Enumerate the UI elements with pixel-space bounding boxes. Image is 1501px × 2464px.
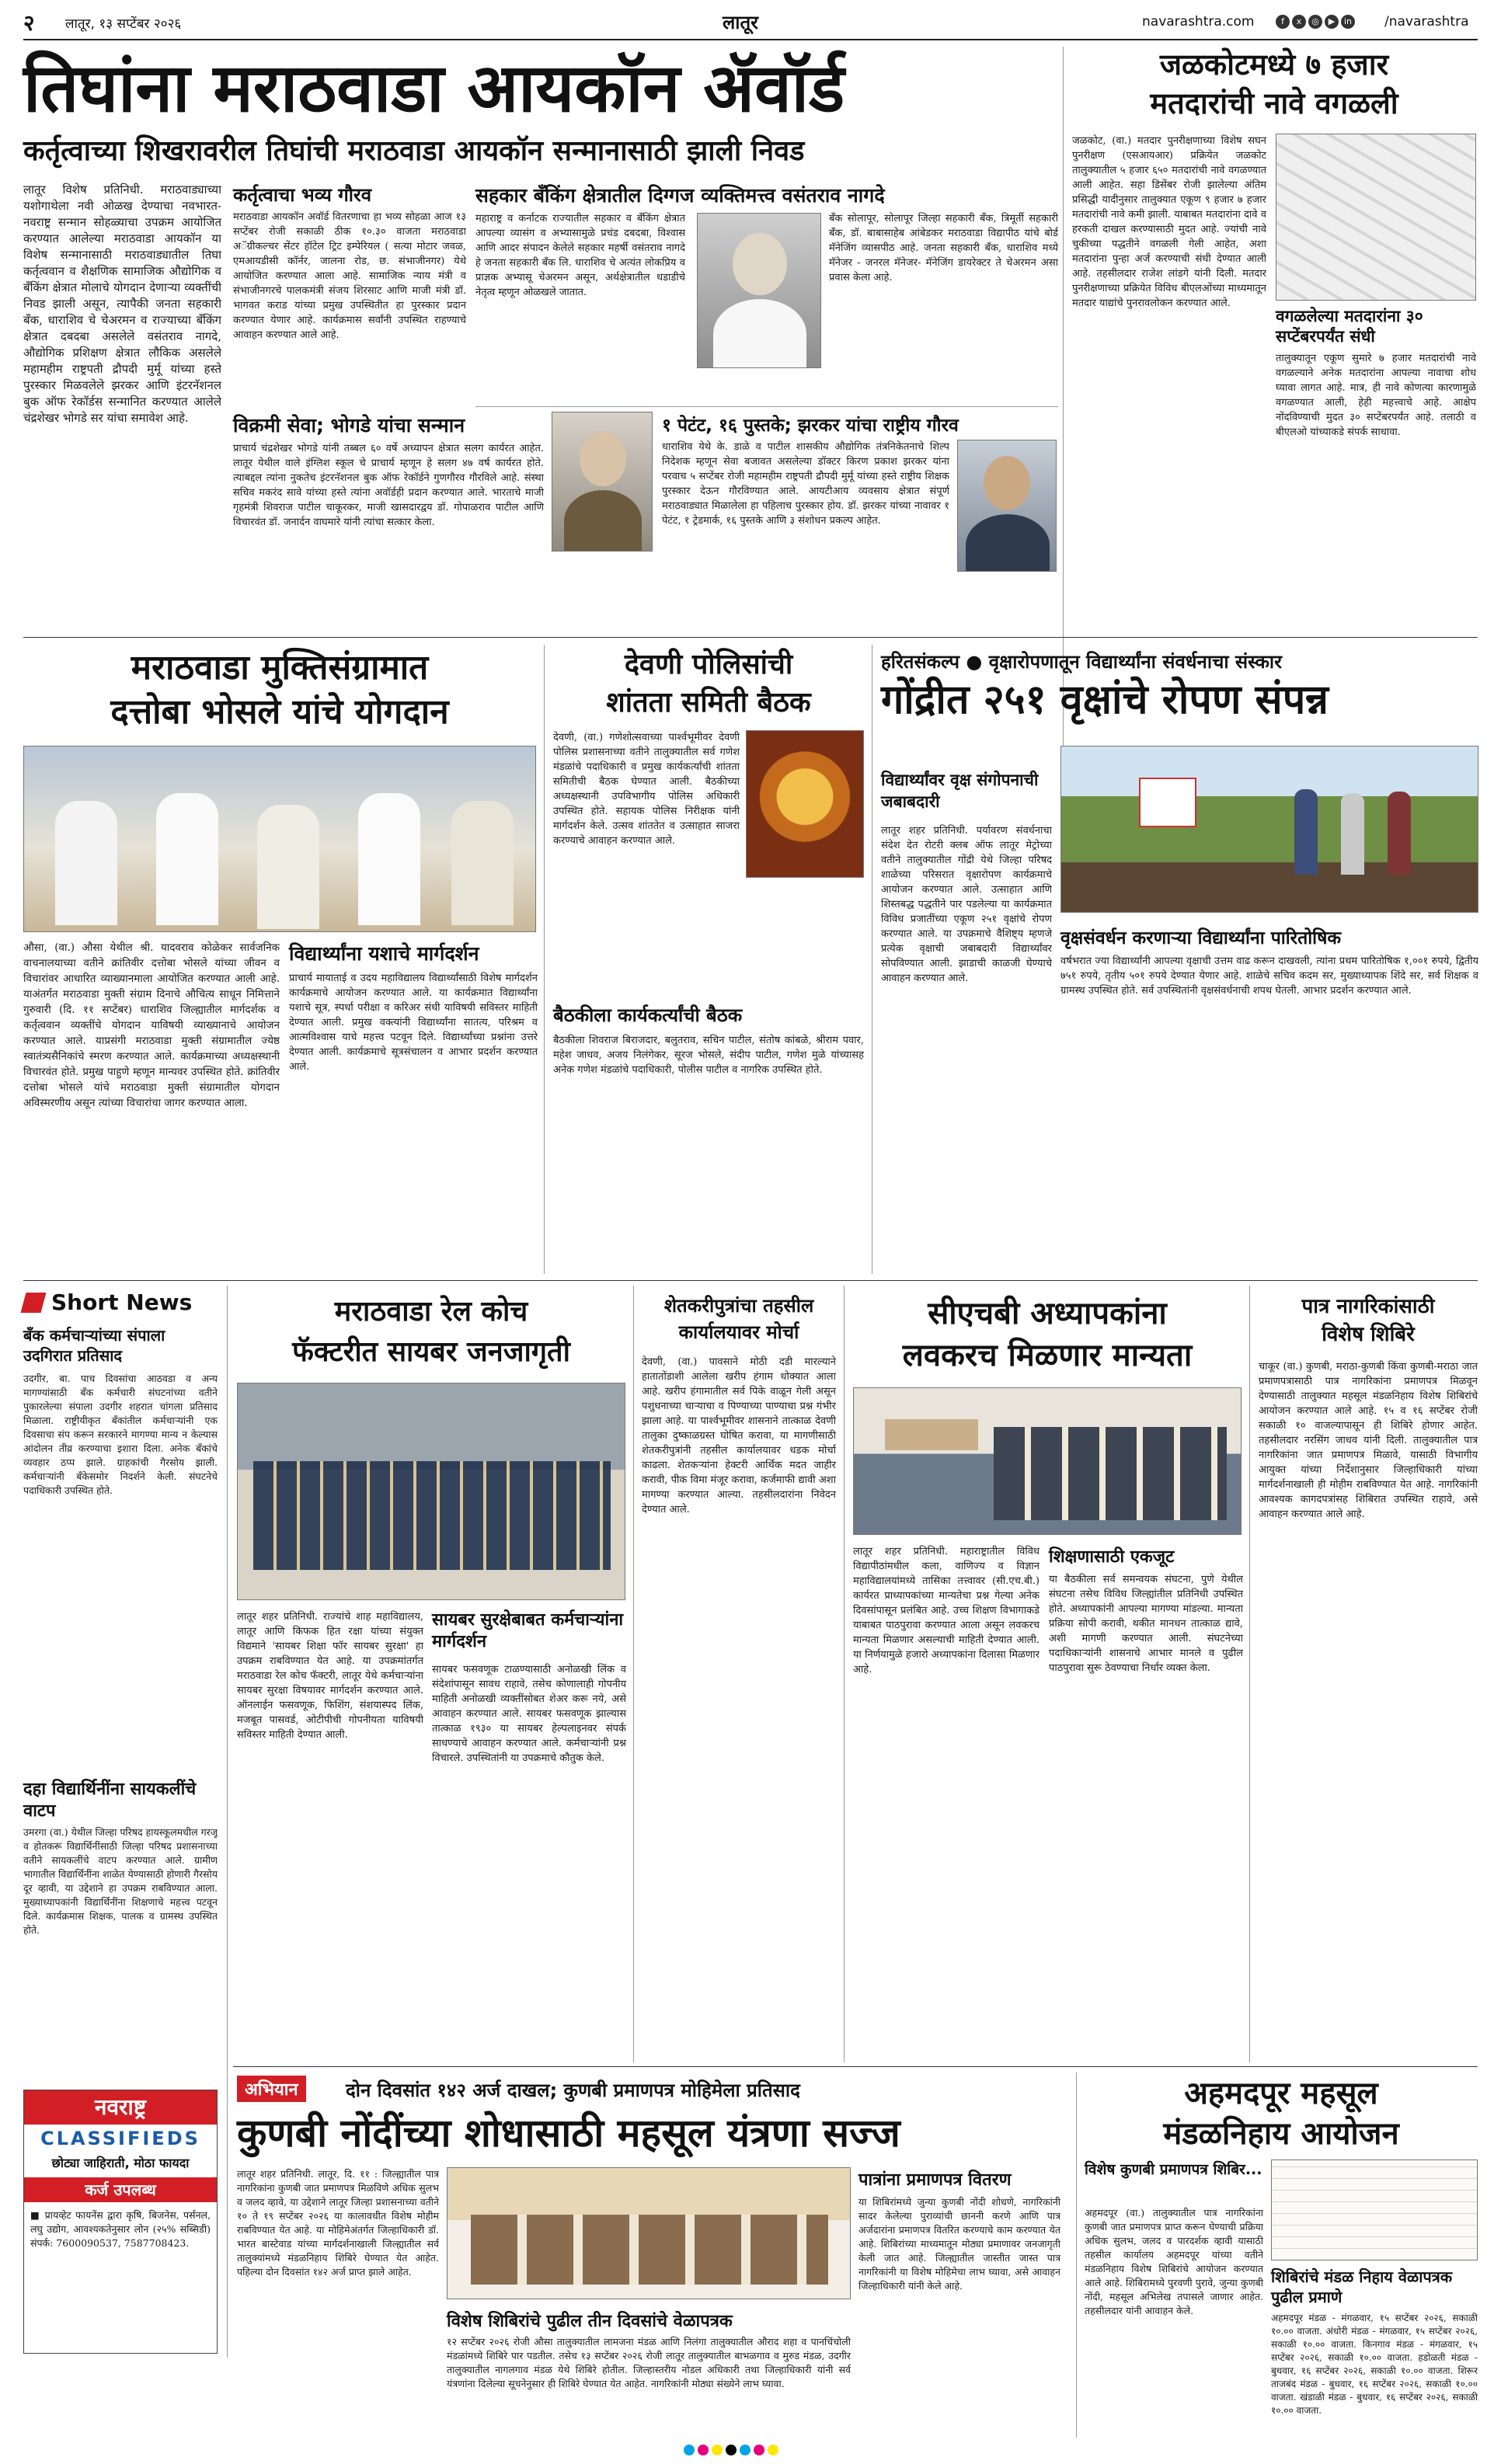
lead-body: लातूर विशेष प्रतिनिधी. मराठवाड्याच्या यशोगाथेला नवी ओळख देण्याचा नवभारत-नवराष्ट्र सन्मान सोहळ्याचा उपक्रम आयोजित करण्यात आलेल्या मराठवाडा आयकॉन या विशेष सन्मानासाठी मराठवाड्यातील तिघा कर्तृत्ववान व शैक्षणिक सामाजिक औद्योगिक व बँकिंग क्षेत्रात मोलाचे योगदान देणाऱ्या व्यक्तींची निवड झाली असून, त्यापैकी जनता सहकारी बँक, धाराशिव चे चेअरमन व राज्याच्या बँकिंग क्षेत्रात दबदबा असलेले वसंतराव नागदे, औद्योगिक प्रशिक्षण क्षेत्रात लौकिक असलेले महामहीम राष्ट्रपती द्रौपदी मुर्मू यांच्या हस्ते पुरस्कार मिळवलेले झरकर आणि इंटरनॅशनल बुक ऑफ रेकॉर्डस सन्मानित करण्यात आलेले चंद्रशेखर भोगडे सर यांचा समावेश आहे. bbox=[23, 183, 221, 425]
farmer-headline-1: शेतकरीपुत्रांचा तहसील bbox=[663, 1295, 814, 1317]
bhogde-photo bbox=[552, 412, 653, 552]
youtube-icon[interactable]: ▶ bbox=[1325, 15, 1339, 29]
abhiyan-side-heading: पात्रांना प्रमाणपत्र वितरण bbox=[858, 2170, 1012, 2190]
linkedin-icon[interactable]: in bbox=[1341, 15, 1355, 29]
tree-box-heading: वृक्षसंवर्धन करणाऱ्या विद्यार्थ्यांना पारितोषिक bbox=[1060, 928, 1342, 948]
farmer-body: देवणी, (वा.) पावसाने मोठी दडी मारल्याने हातातोंडाशी आलेला खरीप हंगाम धोक्यात आला आहे. खरीप हंगामातील सर्व पिके वाळून गेली असून पशुधनाच्या चाऱ्याचा व पिण्याच्या पाण्याचा प्रश्न गंभीर झाला आहे. या पार्श्वभूमीवर शासनाने तात्काळ देवणी तालुका दुष्काळग्रस्त घोषित करावा, या मागणीसाठी शेतकरीपुत्रांनी तहसील कार्यालयावर धडक मोर्चा काढला. शेतकऱ्यांना हेक्टरी आर्थिक मदत जाहीर करावी, पीक विमा मंजूर करावा, कर्जमाफी द्यावी अशा मागण्या करण्यात आल्या. तहसीलदारांना निवेदन देण्यात आले. bbox=[642, 1356, 836, 1516]
zarkar-body: धाराशिव येथे के. डाळे व पाटील शासकीय औद्योगिक तंत्रनिकेतनाचे शिल्प निदेशक म्हणून सेवा बजावत असलेल्या डॉक्टर किरण प्रकाश झरकर यांना परवाच ५ सप्टेंबर रोजी महामहीम राष्ट्रपती द्रौपदी मुर्मू यांच्या हस्ते राष्ट्रीय शिक्षक पुरस्कार देऊन गौरविण्यात आले. आयटीआय व्यवसाय क्षेत्रात संपूर्ण मराठवाड्यात मिळालेला हा पहिलाच पुरस्कार होय. डॉ. झरकर यांच्या नावावर १ पेटंट, १ ट्रेडमार्क, १६ पुस्तके आणि ३ संशोधन प्रकल्प आहेत. bbox=[662, 441, 949, 527]
instagram-icon[interactable]: ◎ bbox=[1308, 15, 1322, 29]
site-url[interactable]: navarashtra.com bbox=[1142, 14, 1255, 30]
column-divider bbox=[227, 1286, 228, 2358]
cmb-box-heading: शिक्षणासाठी एकजूट bbox=[1049, 1547, 1175, 1567]
section-rule-1 bbox=[23, 637, 1478, 638]
certificate-photo bbox=[1271, 2159, 1478, 2260]
short-news-icon bbox=[21, 1293, 47, 1313]
classifieds-title: CLASSIFIEDS bbox=[40, 2128, 200, 2149]
rail-body: लातूर शहर प्रतिनिधी. राज्यांचे शाह महाविद्यालय, लातूर आणि किफक हित रक्षा यांच्या संयुक्त विद्यमाने 'सायबर शिक्षा फॉर सायबर सुरक्षा' हा उपक्रम राबविण्यात येत आहे. या उपक्रमांतर्गत मराठवाडा रेल कोच फॅक्टरी, लातूर येथे कर्मचाऱ्यांना सायबर सुरक्षा विषयावर मार्गदर्शन करण्यात आले. ऑनलाईन फसवणूक, फिशिंग, संशयास्पद लिंक, मजबूत पासवर्ड, ओटीपीची गोपनीयता याविषयी सविस्तर माहिती देण्यात आली. bbox=[237, 1611, 423, 1741]
registration-dots bbox=[684, 2444, 816, 2456]
mukti-body: औसा, (वा.) औसा येथील श्री. यादवराव कोळेकर सार्वजनिक वाचनालयाच्या वतीने क्रांतिवीर दत्तोबा भोसले यांच्या जीवन व विचारांवर आधारित व्याख्यानमाला आयोजित करण्यात आली आहे. याअंतर्गत मराठवाडा मुक्ती संग्राम दिनाचे औचित्य साधून निमित्ताने गुरुवारी (दि. ११ सप्टेंबर) धाराशिव जिल्ह्यातील मार्गदर्शक व कर्तृत्ववान व्यक्तींचे योगदान याविषयी व्याख्यानाचे आयोजन करण्यात आले. याप्रसंगी मराठवाडा मुक्ती संग्रामातील ज्येष्ठ स्वातंत्र्यसैनिकांचे स्मरण करण्यात आले. कार्यक्रमाच्या अध्यक्षस्थानी विचारवंत होते. प्रमुख पाहुणे म्हणून मान्यवर उपस्थित होते. क्रांतिवीर दत्तोबा भोसले यांचे मराठवाडा मुक्ती संग्रामातील योगदान अविस्मरणीय असून त्यांच्या विचारांचा जागर करण्यात आला. bbox=[23, 941, 280, 1109]
cmb-box-body: या बैठकीला सर्व समन्वयक संघटना, पुणे येथील संघटना तसेच विविध जिल्ह्यांतील प्रतिनिधी उपस्थित होते. अध्यापकांनी आपल्या मागण्या मांडल्या. मान्यता प्रक्रिया सोपी करावी, थकीत मानधन तात्काळ द्यावे, अशी मागणी करण्यात आली. संघटनेच्या पदाधिकाऱ्यांनी शासनाचे आभार मानले व पुढील पाठपुरावा सुरू ठेवण्याचा निर्धार व्यक्त केला. bbox=[1049, 1574, 1243, 1674]
patra-headline-2: विशेष शिबिरे bbox=[1322, 1323, 1415, 1346]
abhiyan-box-heading: विशेष शिबिरांचे पुढील तीन दिवसांचे वेळापत्रक bbox=[447, 2312, 733, 2331]
short-news-title: Short News bbox=[51, 1289, 193, 1315]
lead-subhead: कर्तृत्वाच्या शिखरावरील तिघांची मराठवाडा आयकॉन सन्मानासाठी झाली निवड bbox=[23, 135, 805, 167]
ganesh-photo bbox=[746, 730, 864, 878]
rail-headline-2: फॅक्टरीत सायबर जनजागृती bbox=[292, 1336, 570, 1368]
mukti-headline-2: दत्तोबा भोसले यांचे योगदान bbox=[110, 692, 449, 732]
short-news-item1-body: उदगीर, बा. पाच दिवसांचा आठवडा व अन्य मागण्यांसाठी बँक कर्मचारी संघटनांच्या वतीने पुकारलेल्या संपाला उदगीर शहरात चांगला प्रतिसाद मिळाला. राष्ट्रीयीकृत बँकांतील कर्मचाऱ्यांनी एक दिवसाचा संप करून सरकारने मागण्या मान्य न केल्यास आंदोलन तीव्र करण्याचा इशारा दिला. अनेक बँकांचे व्यवहार ठप्प झाले. ग्राहकांची गैरसोय झाली. कर्मचाऱ्यांनी बँकेसमोर निदर्शने केली. संघटनेचे पदाधिकारी उपस्थित होते. bbox=[23, 1373, 218, 1496]
facebook-icon[interactable]: f bbox=[1276, 15, 1290, 29]
patra-headline-1: पात्र नागरिकांसाठी bbox=[1301, 1295, 1435, 1318]
abhiyan-tag: अभियान bbox=[237, 2076, 306, 2102]
mukti-headline-1: मराठवाडा मुक्तिसंग्रामात bbox=[131, 648, 429, 687]
ahmedpur-headline-1: अहमदपूर महसूल bbox=[1184, 2076, 1378, 2111]
x-icon[interactable]: x bbox=[1292, 15, 1306, 29]
abhiyan-headline: कुणबी नोंदींच्या शोधासाठी महसूल यंत्रणा सज्ज bbox=[237, 2111, 900, 2156]
cmb-headline-1: सीएचबी अध्यापकांना bbox=[928, 1296, 1167, 1331]
abhiyan-box-body: १२ सप्टेंबर २०२६ रोजी औसा तालुक्यातील लामजना मंडळ आणि निलंगा तालुक्यातील औराद शहा व पानचिंचोली मंडळांमध्ये शिबिरे पार पडतील. तसेच १३ सप्टेंबर २०२६ रोजी लातूर तालुक्यातील बाभळगाव व मुरुड मंडळ, उदगीर तालुक्यातील नागलगाव मंडळ येथे शिबिरे होतील. जिल्हास्तरीय नोडल अधिकारी तथा जिल्हाधिकारी यांनी सर्व यंत्रणांना दिलेल्या सूचनेनुसार ही शिबिरे घेण्यात येत आहेत. नागरिकांनी मोठ्या संख्येने लाभ घ्यावा. bbox=[447, 2336, 851, 2389]
column-divider bbox=[1076, 2072, 1077, 2438]
farmer-headline-2: कार्यालयावर मोर्चा bbox=[678, 1321, 799, 1343]
tree-kicker: हरितसंकल्प ● वृक्षारोपणातून विद्यार्थ्यांना संवर्धनाचा संस्कार bbox=[881, 651, 1282, 673]
mukti-box-heading: विद्यार्थ्यांना यशाचे मार्गदर्शन bbox=[289, 942, 479, 965]
ahmedpur-body: अहमदपूर (वा.) तालुक्यातील पात्र नागरिकांना कुणबी जात प्रमाणपत्र प्राप्त करून घेण्याची प्रक्रिया अधिक सुलभ, जलद व पारदर्शक व्हावी यासाठी तहसील कार्यालय अहमदपूर यांच्या वतीने मंडळनिहाय विशेष शिबिरांचे आयोजन करण्यात आले आहे. शिबिरामध्ये पुरवणी पुरावे, जुन्या कुणबी नोंदी, महसूल अभिलेख तपासले जाणार आहेत. तहसीलदार यांनी आवाहन केले. bbox=[1085, 2207, 1263, 2316]
voters-photo bbox=[1276, 134, 1476, 301]
bhogde-body: प्राचार्य चंद्रशेखर भोगडे यांनी तब्बल ६० वर्षे अध्यापन क्षेत्रात सलग कार्यरत आहेत. लातूर येथील वाले इंग्लिश स्कूल चे प्राचार्य म्हणून हे सलग ४७ वर्ष कार्यरत होते. त्याबद्दल त्यांना नुकतेच इंटरनॅशनल बुक ऑफ रेकॉर्डने गुणगौरव गौरविले आहे. संस्था सचिव मकरंद सावे यांच्या हस्ते त्यांना अवॉर्डही प्रदान करण्यात आले. भारताचे माजी गृहमंत्री शिवराज पाटील चाकूरकर, माजी खासदारद्वय डॉ. गोपाळराव पाटील आणि विचारवंत डॉ. जनार्दन वाघमारे यांनी त्यांचा सत्कार केला. bbox=[233, 443, 544, 528]
column-divider bbox=[633, 1286, 634, 2062]
ahmedpur-box-body: अहमदपूर मंडळ - मंगळवार, १५ सप्टेंबर २०२६, सकाळी १०.०० वाजता. अंधोरी मंडळ - मंगळवार, १५ सप्टेंबर २०२६, सकाळी १०.०० वाजता. किनगाव मंडळ - मंगळवार, १५ सप्टेंबर २०२६, सकाळी १०.०० वाजता. हडोळती मंडळ - बुधवार, १६ सप्टेंबर २०२६, सकाळी १०.०० वाजता. शिरूर ताजबंद मंडळ - बुधवार, १६ सप्टेंबर २०२६, सकाळी १०.०० वाजता. खंडाळी मंडळ - बुधवार, १६ सप्टेंबर २०२६, सकाळी १०.०० वाजता. bbox=[1271, 2313, 1478, 2416]
rail-headline-1: मराठवाडा रेल कोच bbox=[334, 1296, 528, 1328]
page-number: २ bbox=[23, 10, 35, 36]
tree-subhead: विद्यार्थ्यांवर वृक्ष संगोपनाची जबाबदारी bbox=[881, 771, 1039, 811]
section-rule-3 bbox=[233, 2066, 1478, 2067]
abhiyan-body: लातूर शहर प्रतिनिधी. लातूर, दि. ११ : जिल्ह्यातील पात्र नागरिकांना कुणबी जात प्रमाणपत्र मिळविणे अधिक सुलभ व जलद व्हावे, या उद्देशाने लातूर जिल्हा प्रशासनाच्या वतीने १० ते १९ सप्टेंबर २०२६ या कालावधीत विशेष मोहीम राबविण्यात येत आहे. या मोहिमेअंतर्गत जिल्हाधिकारी डॉ. भारत बास्टेवाड यांच्या मार्गदर्शनाखाली जिल्ह्यातील सर्व तालुक्यांमध्ये मंडळनिहाय शिबिरे घेण्यात येत आहेत. पहिल्या दोन दिवसांत १४२ अर्ज प्राप्त झाले आहेत. bbox=[237, 2168, 439, 2278]
devani-box-heading: बैठकीला कार्यकर्त्यांची बैठक bbox=[553, 1004, 743, 1026]
devani-headline-1: देवणी पोलिसांची bbox=[624, 649, 793, 680]
voters-body: जळकोट, (वा.) मतदार पुनरीक्षणाच्या विशेष सघन पुनरीक्षण (एसआयआर) प्रक्रियेत जळकोट तालुक्यातील ५ हजार ६५० मतदारांची नावे वगळण्यात आली आहेत. सहा डिसेंबर रोजी झालेल्या अंतिम प्रसिद्धी यादीनुसार तालुक्यात एकूण ९ हजार ७ हजार मतदारांची नावे कमी झाली. याबाबत मतदारांना दावे व हरकती दाखल करण्यासाठी मुदत आहे. ज्यांची नावे चुकीच्या पद्धतीने वगळली गेली आहेत, अशा मतदारांना पुन्हा अर्ज करण्याची संधी देण्यात आली आहे. तहसीलदार राजेश लांडगे यांनी दिली. मतदार पुनरीक्षणाच्या प्रक्रियेत विविध बीएलओंच्या माध्यमातून मतदार याद्यांचे पुनरावलोकन करण्यात आले. bbox=[1072, 135, 1266, 309]
mukti-photo bbox=[23, 746, 536, 932]
zarkar-box bbox=[662, 412, 1058, 586]
devani-body: देवणी, (वा.) गणेशोत्सवाच्या पार्श्वभूमीवर देवणी पोलिस प्रशासनाच्या वतीने तालुक्यातील सर्व गणेश मंडळांचे पदाधिकारी व प्रमुख कार्यकर्त्यांची शांतता समितीची बैठक घेण्यात आली. बैठकीच्या अध्यक्षस्थानी उपविभागीय पोलिस अधिकारी उपस्थित होते. सहायक पोलिस निरीक्षक यांनी मार्गदर्शन केले. उत्सव शांततेत व उत्साहात साजरा करण्याचे आवाहन करण्यात आले. bbox=[553, 732, 740, 847]
classifieds-body: ■ प्रायव्हेट फायनेंस द्वारा कृषि, बिजनेस, पर्सनल, लघु उद्योग, आवश्यकतेनुसार लोन (२५% सब्सिडी) संपर्क: 7600090537, 7587708423. bbox=[30, 2209, 211, 2249]
tree-body: लातूर शहर प्रतिनिधी. पर्यावरण संवर्धनाचा संदेश देत रोटरी क्लब ऑफ लातूर मेट्रोच्या वतीने तालुक्यातील गोंद्री येथे जिल्हा परिषद शाळेच्या परिसरात वृक्षारोपण कार्यक्रमाचे आयोजन करण्यात आले. उत्साहात आणि शिस्तबद्ध पद्धतीने पार पडलेल्या या कार्यक्रमात विविध प्रजातींच्या एकूण २५१ वृक्षांचे रोपण करण्यात आले. या उपक्रमाचे वैशिष्ट्य म्हणजे प्रत्येक वृक्षाची जबाबदारी विद्यार्थ्यांवर सोपविण्यात आली. झाडाची काळजी घेण्याचे आवाहन करण्यात आले. bbox=[881, 825, 1052, 984]
zarkar-photo bbox=[957, 440, 1057, 572]
patra-body: चाकूर (वा.) कुणबी, मराठा-कुणबी किंवा कुणबी-मराठा जात प्रमाणपत्रासाठी पात्र नागरिकांना प्रमाणपत्र मिळवून देण्यासाठी तालुक्यात महसूल मंडळनिहाय विशेष शिबिरांचे आयोजन करण्यात आले आहे. १५ व १६ सप्टेंबर रोजी सकाळी १० वाजल्यापासून ही शिबिरे होणार आहेत. तहसीलदार नरसिंग जाधव यांनी दिली. तालुक्यातील पात्र नागरिकांना जात प्रमाणपत्र मिळावे, यासाठी विभागीय आयुक्त यांच्या निर्देशानुसार जिल्हाधिकारी यांच्या मार्गदर्शनाखाली ही मोहीम राबविण्यात येत आहे. नागरिकांनी आवश्यक कागदपत्रांसह शिबिरात उपस्थित राहावे, असे आवाहन करण्यात आले आहे. bbox=[1259, 1361, 1478, 1520]
header-rule bbox=[23, 39, 1478, 40]
rail-photo bbox=[237, 1383, 625, 1600]
social-icons bbox=[1276, 12, 1357, 29]
column-divider bbox=[544, 645, 545, 1274]
column-divider bbox=[1249, 1286, 1250, 2062]
short-news-item2-body: उमरगा (वा.) येथील जिल्हा परिषद हायस्कूलमधील गरजू व होतकरू विद्यार्थिनींसाठी जिल्हा परिषद प्रशासनाच्या वतीने सायकलींचे वाटप करण्यात आले. ग्रामीण भागातील विद्यार्थिनींना शाळेत येण्यासाठी होणारी गैरसोय दूर व्हावी, या उद्देशाने हा उपक्रम राबविण्यात आला. मुख्याध्यापकांनी विद्यार्थिनींना शिक्षणाचे महत्त्व पटवून दिले. कार्यक्रमास शिक्षक, पालक व ग्रामस्थ उपस्थित होते. bbox=[23, 1826, 218, 1936]
mukti-box-body: प्राचार्य मायाताई व उदय महाविद्यालय विद्यार्थ्यांसाठी विशेष मार्गदर्शन कार्यक्रमाचे आयोजन करण्यात आले. या कार्यक्रमात विद्यार्थ्यांना यशाचे सूत्र, स्पर्धा परीक्षा व करिअर संधी याविषयी सविस्तर माहिती देण्यात आली. प्रमुख वक्त्यांनी विद्यार्थ्यांना सातत्य, परिश्रम व आत्मविश्वास याचे महत्त्व पटवून दिले. विद्यार्थ्यांच्या प्रश्नांना उत्तरे देण्यात आली. कार्यक्रमाचे सूत्रसंचालन व आभार प्रदर्शन करण्यात आले. bbox=[289, 973, 538, 1073]
page-date: लातूर, १३ सप्टेंबर २०२६ bbox=[65, 16, 182, 32]
lead-col2-heading: कर्तृत्वाचा भव्य गौरव bbox=[233, 184, 372, 206]
section-rule-2 bbox=[23, 1280, 1478, 1281]
cmb-body: लातूर शहर प्रतिनिधी. महाराष्ट्रातील विविध विद्यापीठांमधील कला, वाणिज्य व विज्ञान महाविद्यालयांमध्ये तासिका तत्त्वावर (सी.एच.बी.) कार्यरत प्राध्यापकांच्या मान्यतेचा प्रश्न गेल्या अनेक दिवसांपासून प्रलंबित आहे. उच्च शिक्षण विभागाकडे याबाबत पाठपुरावा करण्यात आला असून लवकरच मान्यता मिळणार असल्याची माहिती देण्यात आली. या निर्णयामुळे हजारो अध्यापकांना दिलासा मिळणार आहे. bbox=[853, 1546, 1040, 1676]
abhiyan-kicker-row bbox=[237, 2076, 1068, 2107]
devani-headline-2: शांतता समिती बैठक bbox=[606, 687, 811, 719]
voters-headline-2: मतदारांची नावे वगळली bbox=[1150, 86, 1398, 120]
voters-headline-1: जळकोटमध्ये ७ हजार bbox=[1159, 47, 1389, 82]
short-news-item1-heading: बँक कर्मचाऱ्यांच्या संपाला उदगिरात प्रतिसाद bbox=[23, 1326, 165, 1365]
tree-photo bbox=[1060, 746, 1478, 913]
bhogde-heading: विक्रमी सेवा; भोगडे यांचा सन्मान bbox=[233, 414, 465, 437]
page-header bbox=[23, 6, 1478, 37]
lead-headline: तिघांना मराठवाडा आयकॉन ॲवॉर्ड bbox=[23, 50, 845, 127]
short-news-banner bbox=[23, 1289, 218, 1321]
nagde-heading: सहकार बँकिंग क्षेत्रातील दिग्गज व्यक्तिमत्त्व वसंतराव नागदे bbox=[475, 184, 885, 207]
abhiyan-kicker: दोन दिवसांत १४२ अर्ज दाखल; कुणबी प्रमाणपत्र मोहिमेला प्रतिसाद bbox=[346, 2079, 800, 2101]
short-news-item2-heading: दहा विद्यार्थिनींना सायकलींचे वाटप bbox=[23, 1780, 197, 1821]
nagde-box bbox=[475, 182, 1058, 407]
cmb-photo bbox=[853, 1387, 1242, 1535]
ahmedpur-subhead: विशेष कुणबी प्रमाणपत्र शिबिर... bbox=[1085, 2161, 1262, 2178]
classifieds-box bbox=[23, 2090, 218, 2354]
zarkar-heading: १ पेटंट, १६ पुस्तके; झरकर यांचा राष्ट्रीय गौरव bbox=[662, 416, 959, 436]
tree-headline: गोंद्रीत २५१ वृक्षांचे रोपण संपन्न bbox=[881, 677, 1329, 723]
social-handle[interactable]: /navarashtra bbox=[1384, 14, 1469, 30]
abhiyan-side-body: या शिबिरांमध्ये जुन्या कुणबी नोंदी शोधणे, नागरिकांनी सादर केलेल्या पुराव्यांची छाननी करणे आणि पात्र अर्जदारांना प्रमाणपत्र वितरित करण्याचे काम करण्यात येत आहे. शिबिरांच्या माध्यमातून मोठ्या प्रमाणावर जनजागृती केली जात आहे. जिल्ह्यातील जास्तीत जास्त पात्र नागरिकांनी या विशेष मोहिमेचा लाभ घ्यावा, असे आवाहन जिल्हाधिकारी यांनी केले आहे. bbox=[858, 2196, 1060, 2292]
classifieds-tagline: छोट्या जाहिराती, मोठा फायदा bbox=[51, 2156, 190, 2170]
nagde-body: महाराष्ट्र व कर्नाटक राज्यातील सहकार व बँकिंग क्षेत्रात आपल्या व्यासंग व अभ्यासामुळे प्रचंड दबदबा, विश्वास आणि आदर संपादन केलेले सहकार महर्षी वसंतराव नागदे हे जनता सहकारी बँक लि. धाराशिव चे अत्यंत लोकप्रिय व प्राज्ञक अभ्यासू चेअरमन असून, अर्थक्षेत्रातील धडाडीचे नेतृत्व म्हणून ओळखले जातात. bbox=[475, 213, 685, 298]
section-name: लातूर bbox=[723, 12, 758, 33]
lead-col2-body: मराठवाडा आयकॉन अवॉर्ड वितरणाचा हा भव्य सोहळा आज १३ सप्टेंबर रोजी सकाळी ठीक १०.३० वाजता मराठवाडा अॅग्रीकल्चर सेंटर हॉटेल ट्रिट इम्पेरियल ( सत्या मोटार जवळ, एमआयडीसी कॉर्नर, जालना रोड, छ. संभाजीनगर) येथे आयोजित करण्यात आला आहे. सामाजिक न्याय मंत्री व संभाजीनगरचे पालकमंत्री संजय शिरसाट आणि माजी मंत्री डॉ. भागवत कराड यांच्या प्रमुख उपस्थितीत हा पुरस्कार प्रदान करण्यात येणार आहे. कार्यक्रमास सर्वांनी उपस्थित राहण्याचे आवाहन करण्यात आले आहे. bbox=[233, 211, 466, 341]
tree-box-body: वर्षभरात ज्या विद्यार्थ्यांनी आपल्या वृक्षाची उत्तम वाढ करून दाखवली, त्यांना प्रथम पारितोषिक १,००१ रुपये, द्वितीय ७५१ रुपये, तृतीय ५०१ रुपये देण्यात येणार आहे. शाळेचे सचिव कदम सर, मुख्याध्यापक शिंदे सर, सर्व शिक्षक व ग्रामस्थ उपस्थित होते. सर्व उपस्थितांनी वृक्षसंवर्धनाची शपथ घेतली. आभार प्रदर्शन करण्यात आले. bbox=[1060, 955, 1478, 997]
devani-box-body: बैठकीला शिवराज बिराजदार, बलुतराव, सचिन पाटील, संतोष कांबळे, श्रीराम पवार, महेश जाधव, अजय निलंगेकर, सूरज भोसले, संदीप पाटील, गणेश मुळे यांच्यासह अनेक गणेश मंडळांचे पदाधिकारी, पोलीस पाटील व नागरिक उपस्थित होते. bbox=[553, 1035, 864, 1076]
voters-body-2: तालुक्यातून एकूण सुमारे ७ हजार मतदारांची नावे वगळल्याने अनेक मतदारांना आपल्या नावाचा शोध घ्यावा लागत आहे. मात्र, ही नावे कोणत्या कारणामुळे वगळण्यात आली, हेही महत्त्वाचे आहे. आक्षेप नोंदविण्याची मुदत ३० सप्टेंबरपर्यंत आहे. तलाठी व बीएलओ यांच्याकडे संपर्क साधावा. bbox=[1276, 353, 1476, 438]
column-divider bbox=[844, 1286, 845, 2062]
ahmedpur-headline-2: मंडळनिहाय आयोजन bbox=[1163, 2116, 1399, 2152]
classifieds-category: कर्ज उपलब्ध bbox=[24, 2177, 217, 2202]
nagde-photo bbox=[697, 213, 821, 368]
abhiyan-photo bbox=[447, 2167, 851, 2299]
bhogde-box bbox=[233, 412, 656, 586]
nagde-body-2: बँक सोलापूर, सोलापूर जिल्हा सहकारी बँक, त्रिमूर्ती सहकारी बँक, डॉ. बाबासाहेब आंबेडकर मराठवाडा विद्यापीठ यांचे बोर्ड मॅनेजिंग व्यासपीठ आहे. जनता सहकारी बँक, धाराशिव मध्ये मॅनेजर - जनरल मॅनेजर- मॅनेजिंग डायरेक्टर ते चेअरमन असा प्रवास केला आहे. bbox=[829, 213, 1058, 284]
rail-box-body: सायबर फसवणूक टाळण्यासाठी अनोळखी लिंक व संदेशांपासून सावध राहावे, तसेच कोणालाही गोपनीय माहिती अनोळखी व्यक्तींसोबत शेअर करू नये, असे आवाहन करण्यात आले. सायबर फसवणूक झाल्यास तात्काळ १९३० या सायबर हेल्पलाइनवर संपर्क साधण्याचे आवाहन करण्यात आले. कर्मचाऱ्यांनी प्रश्न विचारले. उपस्थितांनी या उपक्रमाचे कौतुक केले. bbox=[432, 1664, 626, 1764]
cmb-headline-2: लवकरच मिळणार मान्यता bbox=[902, 1338, 1193, 1373]
ahmedpur-box-heading: शिबिरांचे मंडळ निहाय वेळापत्रक पुढील प्रमाणे bbox=[1271, 2267, 1453, 2306]
classifieds-brand: नवराष्ट्र bbox=[24, 2090, 217, 2125]
voters-photo-caption: वगळलेल्या मतदारांना ३० सप्टेंबरपर्यंत संधी bbox=[1276, 307, 1423, 346]
rail-box-heading: सायबर सुरक्षेबाबत कर्मचाऱ्यांना मार्गदर्शन bbox=[432, 1610, 624, 1651]
